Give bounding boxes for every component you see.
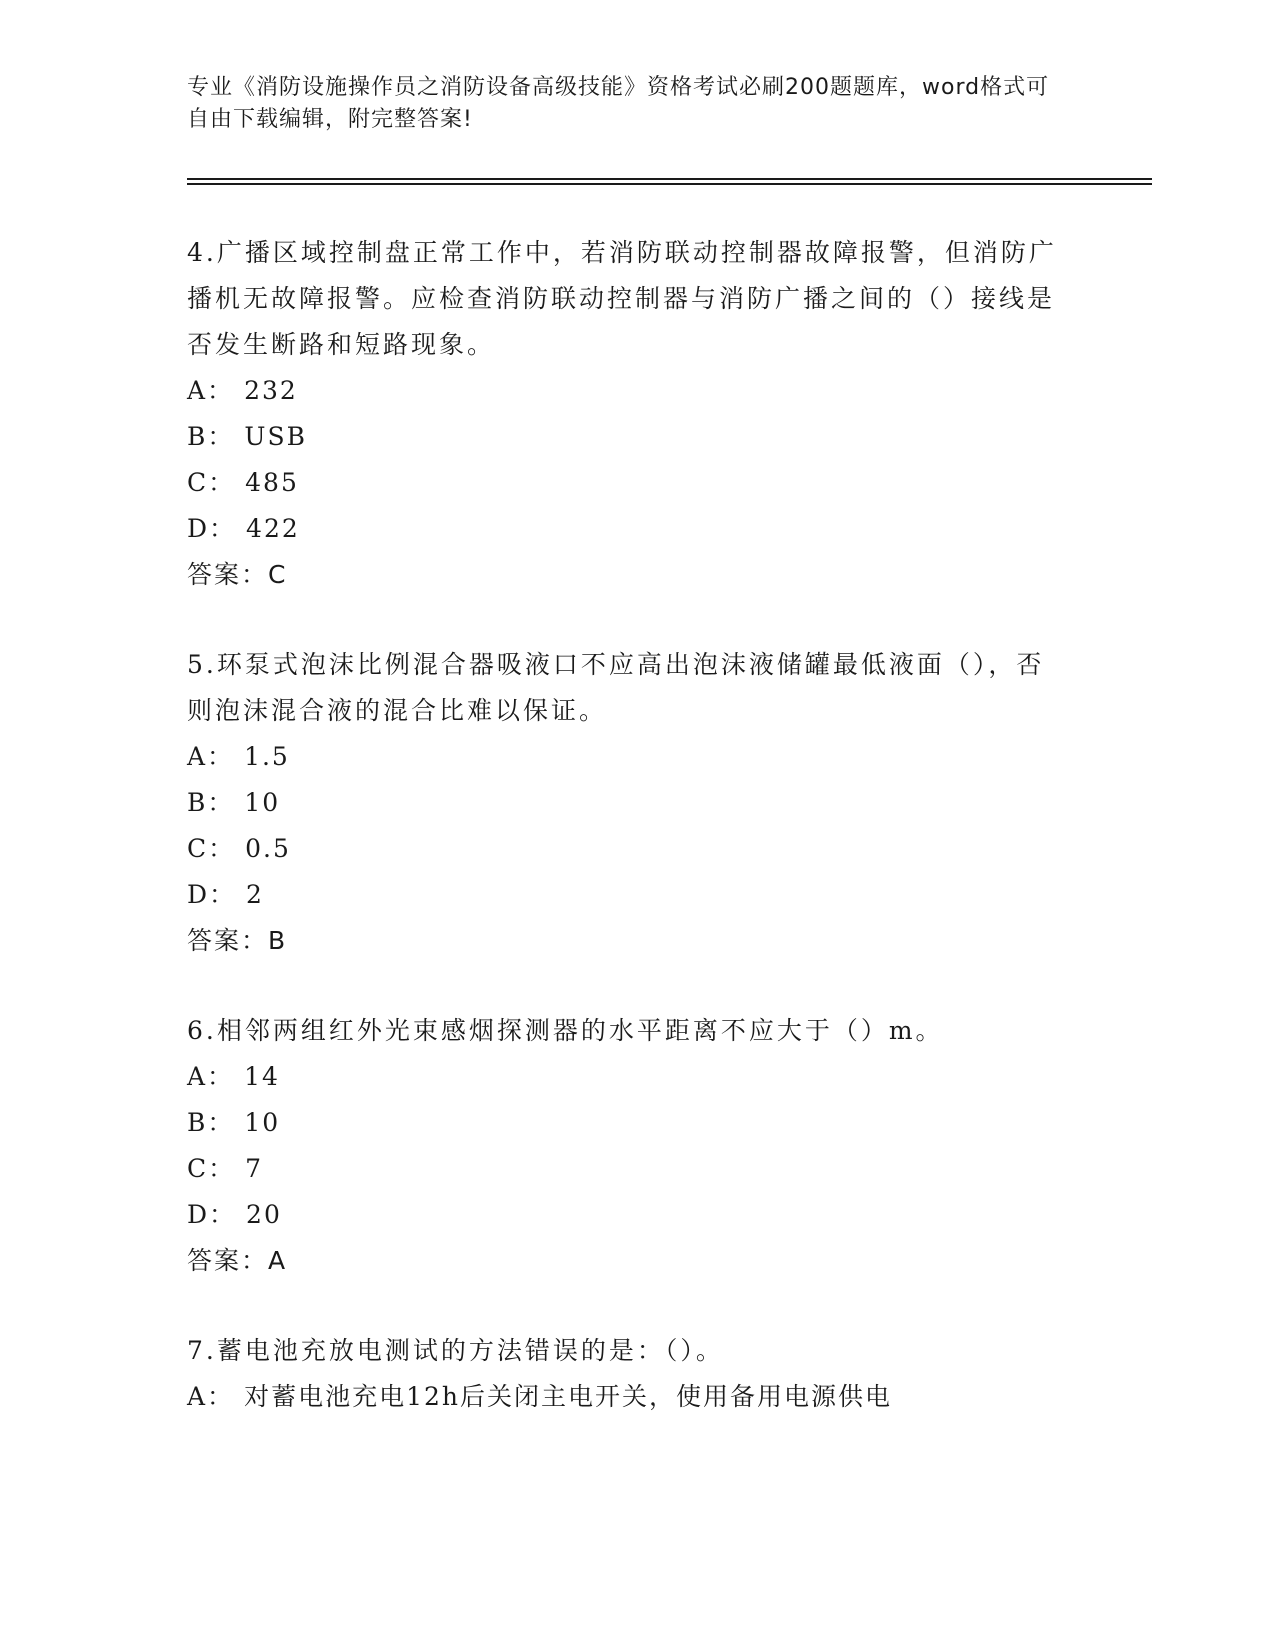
option-d [187,872,1067,918]
option-a [187,368,1067,414]
question-stem: 7.蓄电池充放电测试的方法错误的是：（）。 [187,1336,724,1365]
option-d [187,506,1067,552]
option-b [187,414,1067,460]
option-text: 20 [246,1200,282,1229]
option-d [187,1192,1067,1238]
option-text: 对蓄电池充电12h后关闭主电开关，使用备用电源供电 [244,1382,892,1411]
option-key: A： [187,1062,235,1091]
option-key: B： [187,1108,235,1137]
option-key: A： [187,742,235,771]
option-text: 485 [245,468,299,497]
option-key: C： [187,1154,236,1183]
option-b [187,1100,1067,1146]
option-text: 14 [244,1062,280,1091]
option-key: D： [187,514,237,543]
option-text: 7 [245,1154,264,1183]
option-key: D： [187,1200,237,1229]
document-header: 专业《消防设施操作员之消防设备高级技能》资格考试必刷200题题库，word格式可自由下载编辑，附完整答案! [187,75,1050,132]
question-7 [187,1328,1067,1420]
option-text: 232 [244,376,298,405]
option-key: A： [187,1382,235,1411]
header-divider-top [187,178,1152,180]
option-key: A： [187,376,235,405]
question-stem: 6.相邻两组红外光束感烟探测器的水平距离不应大于（）m。 [187,1016,944,1045]
option-a [187,1054,1067,1100]
option-text: 422 [246,514,300,543]
question-4 [187,230,1067,598]
option-b [187,780,1067,826]
option-a [187,1374,1067,1420]
option-key: C： [187,468,236,497]
option-text: 10 [244,1108,281,1137]
option-key: B： [187,422,235,451]
option-text: USB [244,422,307,451]
option-text: 10 [244,788,281,817]
option-key: C： [187,834,236,863]
option-c [187,826,1067,872]
answer-line: 答案：A [187,1246,288,1275]
option-c [187,460,1067,506]
option-text: 1.5 [244,742,290,771]
question-stem: 4.广播区域控制盘正常工作中，若消防联动控制器故障报警，但消防广播机无故障报警。应检查消防联动控制器与消防广播之间的（）接线是否发生断路和短路现象。 [187,238,1057,359]
option-text: 2 [246,880,264,909]
option-key: D： [187,880,237,909]
question-list [187,230,1067,1464]
option-a [187,734,1067,780]
option-key: B： [187,788,235,817]
question-5 [187,642,1067,964]
answer-line: 答案：B [187,926,288,955]
answer-line: 答案：C [187,560,288,589]
question-stem: 5.环泵式泡沫比例混合器吸液口不应高出泡沫液储罐最低液面（），否则泡沫混合液的混合比难以保证。 [187,650,1045,725]
question-6 [187,1008,1067,1284]
header-divider-bottom [187,183,1152,185]
option-c [187,1146,1067,1192]
option-text: 0.5 [245,834,291,863]
